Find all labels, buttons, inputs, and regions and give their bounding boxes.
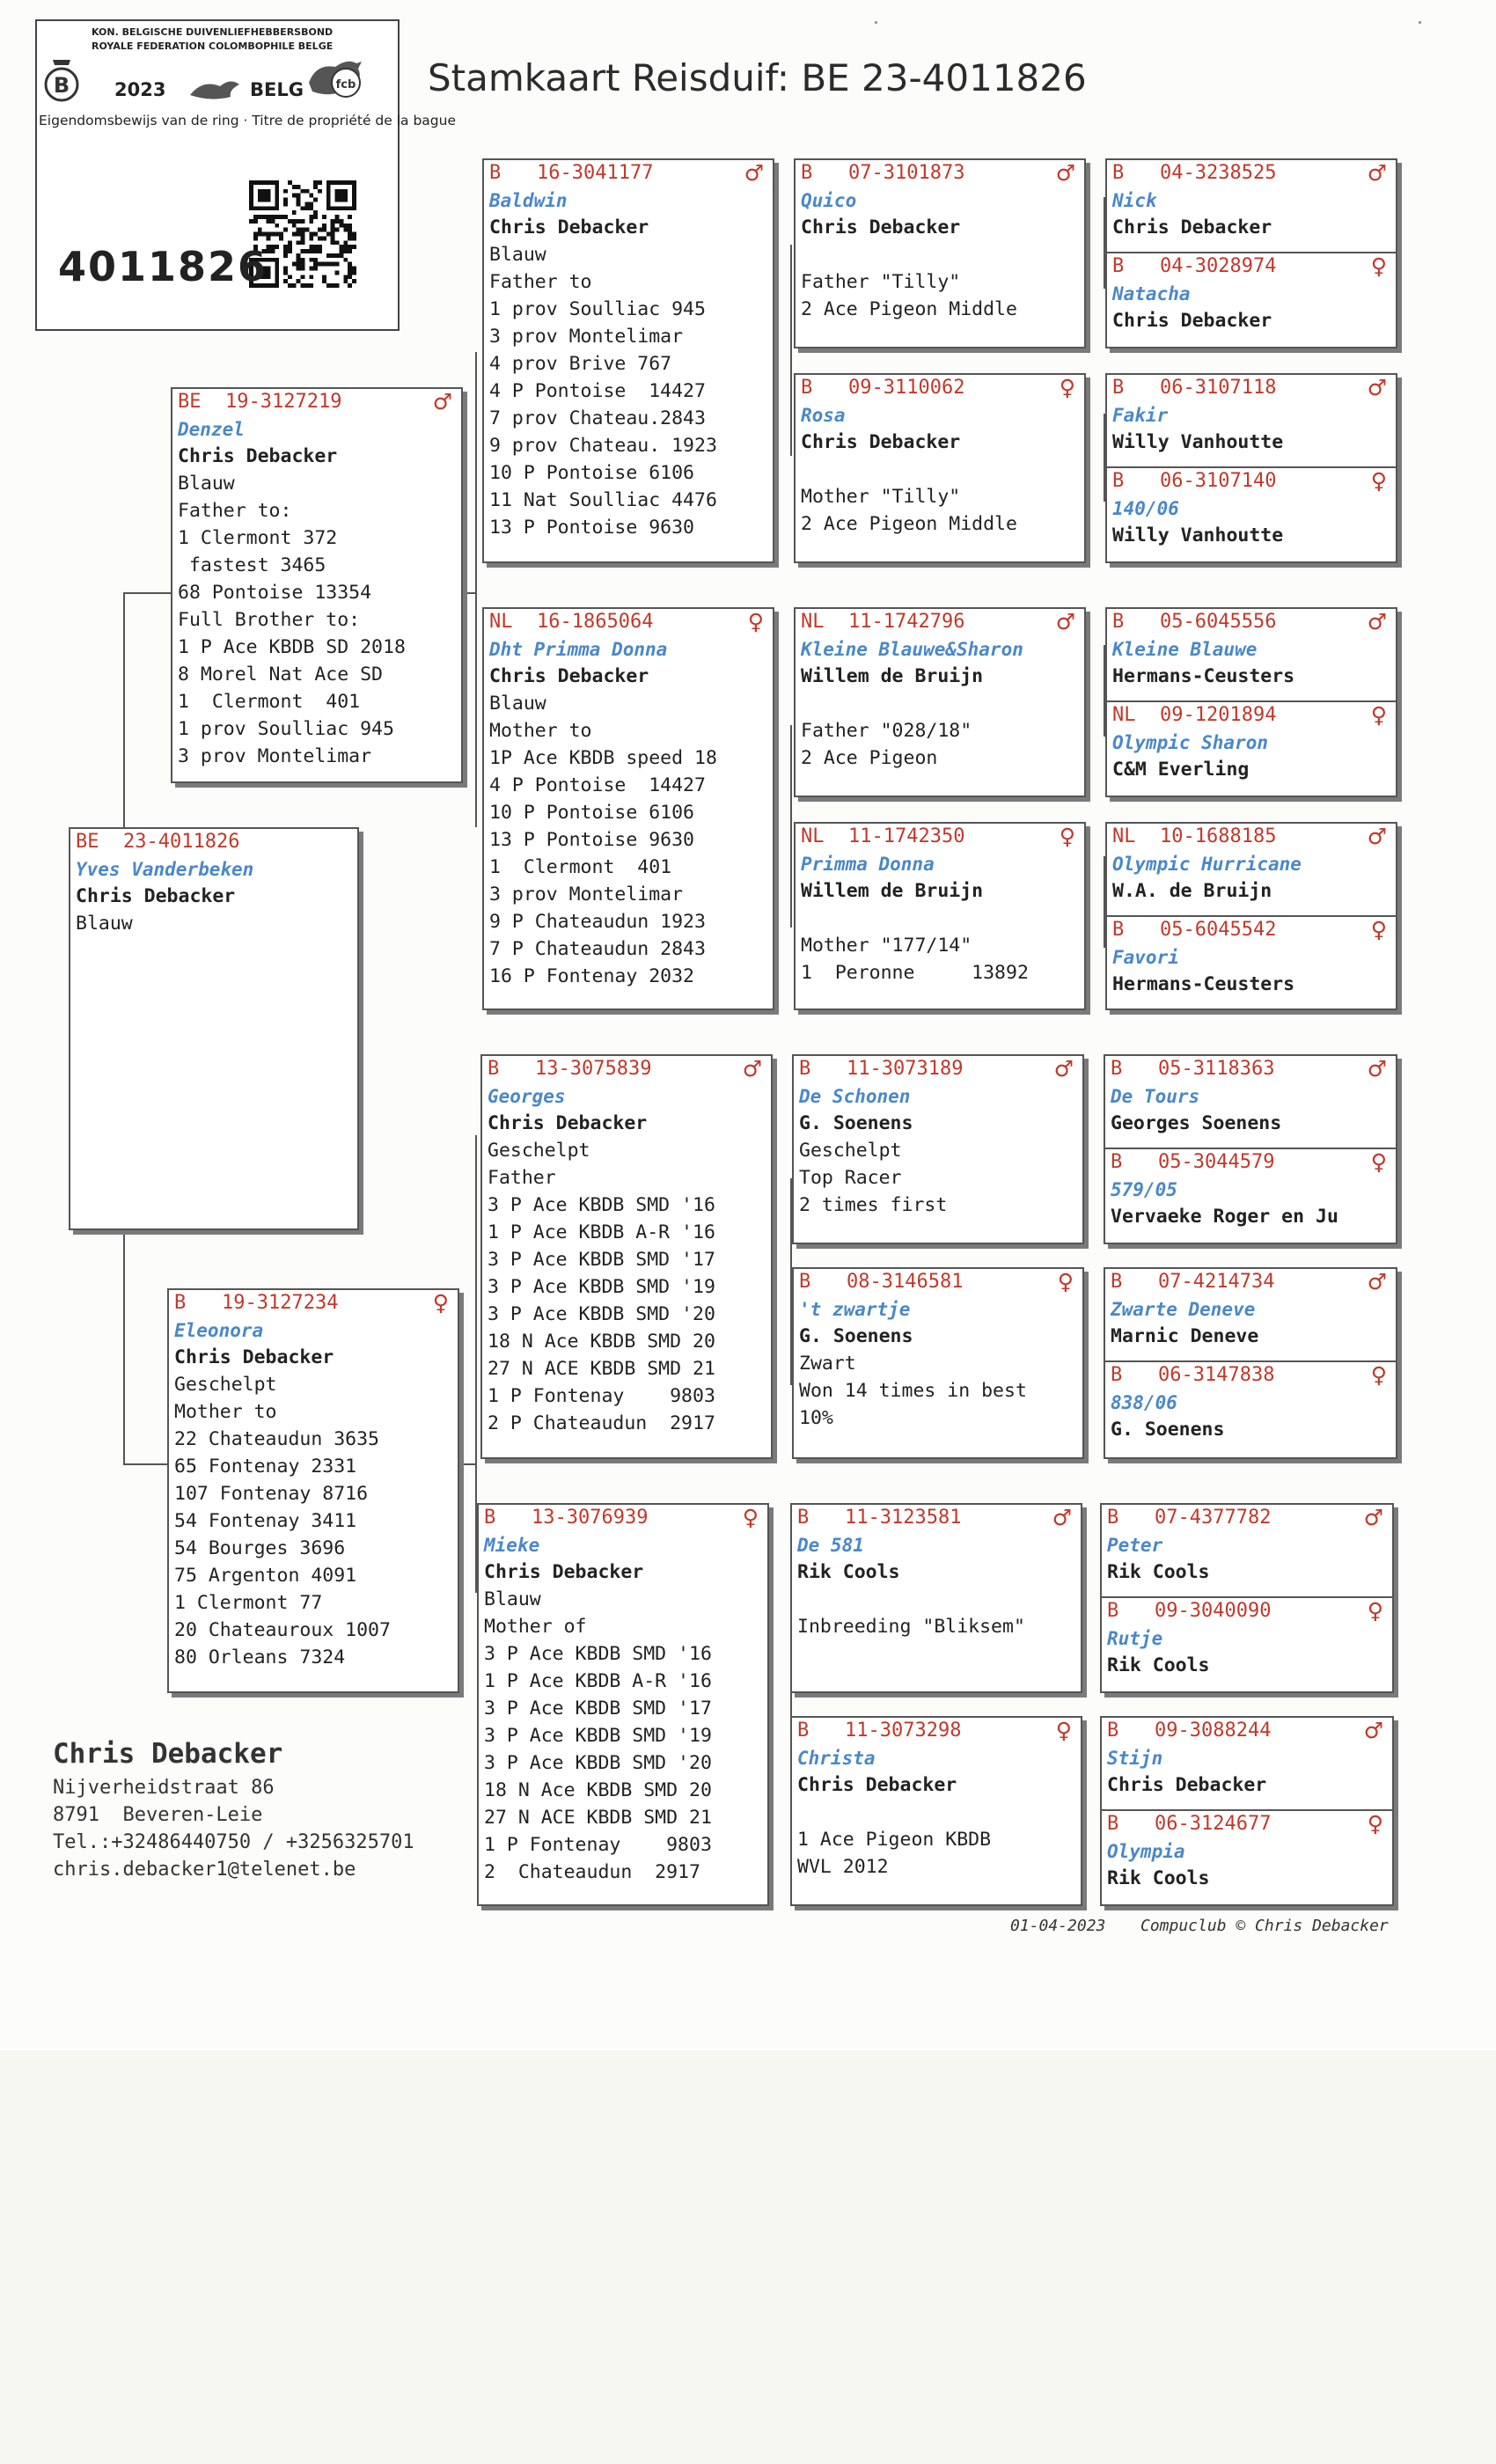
pedigree-line: Mother to <box>174 1401 277 1423</box>
pedigree-line: 54 Bourges 3696 <box>174 1537 346 1559</box>
breeder-name: Willy Vanhoutte <box>1112 431 1284 453</box>
dam-sire-card <box>480 1054 773 1459</box>
pedigree-line: Father "Tilly" <box>801 271 961 293</box>
breeder-name: G. Soenens <box>799 1325 913 1347</box>
ring-header: B 13-3075839 ♂ <box>488 1056 762 1082</box>
male-icon: ♂ <box>1053 1056 1074 1082</box>
pedigree-line: 4 P Pontoise 14427 <box>489 380 706 402</box>
breeder-name: Chris Debacker <box>797 1774 957 1796</box>
pedigree-line <box>796 690 1084 717</box>
breeder-name: Rik Cools <box>1107 1867 1210 1889</box>
pedigree-line: Geschelpt <box>488 1140 590 1162</box>
female-icon: ♀ <box>1370 1362 1387 1388</box>
pedigree-line: 3 P Ace KBDB SMD '17 <box>484 1698 712 1720</box>
pigeon-name: 838/06 <box>1111 1392 1177 1413</box>
breeder-name: Marnic Deneve <box>1111 1325 1259 1347</box>
pedigree-line: 22 Chateaudun 3635 <box>174 1428 379 1450</box>
svg-text:fcb: fcb <box>335 78 356 92</box>
ring-header: BE 23-4011826 <box>76 831 240 853</box>
female-icon: ♀ <box>1367 1811 1383 1837</box>
ring-header: B 06-3147838 ♀ <box>1111 1362 1387 1388</box>
ring-header: B 07-4214734 ♂ <box>1111 1269 1387 1294</box>
male-icon: ♂ <box>1367 609 1387 634</box>
g4-pair-card <box>1104 1054 1397 1244</box>
ring-header: B 09-3110062 ♀ <box>801 375 1075 400</box>
pedigree-line: 27 N ACE KBDB SMD 21 <box>484 1807 712 1829</box>
pedigree-line: 27 N ACE KBDB SMD 21 <box>488 1358 715 1380</box>
print-date: 01-04-2023 <box>1010 1917 1106 1935</box>
sire-dam-card <box>482 607 774 1010</box>
ring-header: B 04-3238525 ♂ <box>1112 160 1387 186</box>
breeder-name: C&M Everling <box>1112 759 1250 781</box>
ring-header: B 11-3073298 ♀ <box>797 1718 1072 1743</box>
pedigree-line: 13 P Pontoise 9630 <box>489 517 694 539</box>
pedigree-line: Father "028/18" <box>801 720 972 742</box>
pedigree-line <box>796 905 1084 932</box>
pedigree-line: 18 N Ace KBDB SMD 20 <box>488 1331 715 1353</box>
breeder-name: G. Soenens <box>799 1112 913 1134</box>
g4-sub-card <box>1107 466 1396 549</box>
pedigree-line: 4 prov Brive 767 <box>489 353 672 375</box>
pedigree-line: 9 P Chateaudun 1923 <box>489 911 706 933</box>
pedigree-line: 9 prov Chateau. 1923 <box>489 435 717 457</box>
female-icon: ♀ <box>1370 468 1387 494</box>
ring-header: B 05-6045542 ♀ <box>1112 917 1387 942</box>
breeder-name: Chris Debacker <box>1112 216 1272 238</box>
pedigree-line: 1 P Ace KBDB SD 2018 <box>178 636 406 658</box>
sd-dam-card <box>794 822 1086 1010</box>
owner-street: Nijverheidstraat 86 <box>53 1777 275 1799</box>
female-icon: ♀ <box>1370 917 1387 942</box>
ring-header: NL 16-1865064 ♀ <box>489 609 764 634</box>
pedigree-line: Blauw <box>484 1588 541 1610</box>
male-icon: ♂ <box>744 160 764 186</box>
ring-header: B 19-3127234 ♀ <box>174 1290 449 1316</box>
pigeon-name: Olympic Hurricane <box>1112 854 1302 875</box>
pedigree-line: 1 prov Soulliac 945 <box>489 298 706 320</box>
breeder-name: Rik Cools <box>1107 1654 1210 1676</box>
pigeon-color: Blauw <box>76 913 133 935</box>
dd-dam-card <box>790 1716 1082 1906</box>
pigeon-name: Georges <box>488 1086 566 1107</box>
dam-card <box>167 1288 459 1693</box>
pedigree-line: Geschelpt <box>174 1374 277 1396</box>
ring-header: B 09-3040090 ♀ <box>1107 1598 1383 1624</box>
pedigree-line: 7 P Chateaudun 2843 <box>489 938 706 960</box>
male-icon: ♂ <box>1367 375 1387 400</box>
male-icon: ♂ <box>1367 1269 1387 1294</box>
pigeon-name: Mieke <box>484 1535 540 1556</box>
breeder-name: W.A. de Bruijn <box>1112 880 1272 902</box>
pedigree-line: 54 Fontenay 3411 <box>174 1510 357 1532</box>
pedigree-line: Mother of <box>484 1616 587 1638</box>
male-icon: ♂ <box>742 1056 762 1082</box>
male-icon: ♂ <box>1052 1505 1072 1530</box>
pedigree-line: Full Brother to: <box>178 609 361 631</box>
ring-header: B 11-3073189 ♂ <box>799 1056 1074 1082</box>
pigeon-name: Primma Donna <box>801 854 935 875</box>
ring-header: B 06-3124677 ♀ <box>1107 1811 1383 1837</box>
ring-header: B 06-3107140 ♀ <box>1112 468 1387 494</box>
breeder-name: Chris Debacker <box>76 885 236 907</box>
ring-header: NL 11-1742350 ♀ <box>801 824 1075 849</box>
ring-certificate <box>35 19 456 331</box>
pedigree-line: 10% <box>799 1407 833 1429</box>
g4-sub-card <box>1107 700 1396 783</box>
pedigree-line: Blauw <box>178 473 235 495</box>
pedigree-line: 3 P Ace KBDB SMD '16 <box>488 1194 715 1216</box>
pigeon-name: Peter <box>1107 1535 1163 1556</box>
pedigree-line: Inbreeding "Bliksem" <box>797 1616 1025 1638</box>
ring-header: B 05-6045556 ♂ <box>1112 609 1387 634</box>
male-icon: ♂ <box>1055 160 1075 186</box>
male-icon: ♂ <box>1367 824 1387 849</box>
pedigree-line: 1 Clermont 401 <box>489 856 672 878</box>
breeder-name: Hermans-Ceusters <box>1112 973 1295 995</box>
pedigree-line: 1 P Ace KBDB A-R '16 <box>488 1221 715 1243</box>
pedigree-line: 80 Orleans 7324 <box>174 1646 346 1668</box>
pedigree-line: Mother "Tilly" <box>801 486 961 508</box>
pigeon-name: Favori <box>1112 947 1179 968</box>
breeder-name: Chris Debacker <box>488 1112 648 1134</box>
pigeon-name: Rosa <box>801 405 846 426</box>
pedigree-line: 3 P Ace KBDB SMD '19 <box>488 1276 715 1298</box>
pedigree-line: 2 P Chateaudun 2917 <box>488 1412 715 1434</box>
breeder-name: Georges Soenens <box>1111 1112 1282 1134</box>
pedigree-line: 10 P Pontoise 6106 <box>489 462 694 484</box>
pigeon-name: De Schonen <box>799 1086 911 1107</box>
crown-pigeon-icon <box>185 74 243 104</box>
pedigree-line: 2 Ace Pigeon Middle <box>801 298 1017 320</box>
pedigree-line: 1 Clermont 401 <box>178 691 361 713</box>
pigeon-name: 140/06 <box>1112 498 1179 519</box>
g4-pair-card <box>1104 1267 1397 1459</box>
dam-dam-card <box>477 1503 769 1906</box>
pedigree-line: 3 prov Montelimar <box>178 745 372 767</box>
pedigree-line: Father <box>488 1167 556 1189</box>
certificate-org-line1: KON. BELGISCHE DUIVENLIEFHEBBERSBOND <box>92 26 334 38</box>
pigeon-name: Quico <box>801 190 857 211</box>
breeder-name: Chris Debacker <box>178 445 338 467</box>
ss-sire-card <box>794 158 1086 348</box>
scan-speck <box>1419 21 1421 24</box>
male-icon: ♂ <box>1367 1056 1387 1082</box>
female-icon: ♀ <box>1370 702 1387 728</box>
ds-sire-card <box>792 1054 1084 1244</box>
breeder-name: Hermans-Ceusters <box>1112 665 1295 687</box>
pedigree-line: 3 prov Montelimar <box>489 884 684 906</box>
pigeon-name: De Tours <box>1111 1086 1200 1107</box>
pigeon-name: 579/05 <box>1111 1179 1177 1200</box>
breeder-name: Chris Debacker <box>801 431 961 453</box>
certificate-title: Eigendomsbewijs van de ring · Titre de propriété de la bague <box>39 113 456 128</box>
pigeon-name: Yves Vanderbeken <box>76 859 254 880</box>
pedigree-line: 18 N Ace KBDB SMD 20 <box>484 1779 712 1801</box>
pedigree-line: 3 P Ace KBDB SMD '16 <box>484 1643 712 1665</box>
g4-pair-card <box>1105 822 1397 1010</box>
pedigree-line: 1P Ace KBDB speed 18 <box>489 747 717 769</box>
certificate-org-line2: ROYALE FEDERATION COLOMBOPHILE BELGE <box>92 40 334 52</box>
male-icon: ♂ <box>1363 1718 1383 1743</box>
pedigree-line: 16 P Fontenay 2032 <box>489 965 694 987</box>
owner-city: 8791 Beveren-Leie <box>53 1804 263 1826</box>
scan-speck <box>875 21 877 24</box>
sire-card <box>171 387 463 783</box>
pedigree-line: 75 Argenton 4091 <box>174 1565 357 1587</box>
pedigree-line: 2 times first <box>799 1194 948 1216</box>
copyright: Compuclub © Chris Debacker <box>1140 1917 1389 1935</box>
pedigree-line: Top Racer <box>799 1167 902 1189</box>
pigeon-name: 't zwartje <box>799 1299 911 1320</box>
pedigree-line: Father to <box>489 271 592 293</box>
breeder-name: Chris Debacker <box>484 1561 644 1583</box>
pedigree-line: 2 Ace Pigeon Middle <box>801 513 1017 535</box>
ring-header: NL 10-1688185 ♂ <box>1112 824 1387 849</box>
ring-header: NL 09-1201894 ♀ <box>1112 702 1387 728</box>
male-icon: ♂ <box>1363 1505 1383 1530</box>
ss-dam-card <box>794 373 1086 563</box>
pigeon-name: Olympic Sharon <box>1112 732 1269 753</box>
certificate-ring-number: 4011826 <box>58 243 268 290</box>
sire-sire-card <box>482 158 774 563</box>
page-title: Stamkaart Reisduif: BE 23-4011826 <box>428 56 1087 99</box>
owner-phone: Tel.:+32486440750 / +3256325701 <box>53 1831 414 1853</box>
breeder-name: Willem de Bruijn <box>801 665 984 687</box>
owner-email: chris.debacker1@telenet.be <box>53 1859 356 1881</box>
pedigree-line: Mother "177/14" <box>801 935 972 957</box>
pigeon-name: Olympia <box>1107 1841 1185 1862</box>
pedigree-line: 1 P Ace KBDB A-R '16 <box>484 1670 712 1692</box>
male-icon: ♂ <box>1367 160 1387 186</box>
ring-header: B 16-3041177 ♂ <box>489 160 764 186</box>
pedigree-line: Geschelpt <box>799 1140 902 1162</box>
breeder-name: Willem de Bruijn <box>801 880 984 902</box>
breeder-name: Chris Debacker <box>174 1346 334 1368</box>
breeder-name: G. Soenens <box>1111 1419 1225 1441</box>
female-icon: ♀ <box>1055 1718 1072 1743</box>
pedigree-line: 8 Morel Nat Ace SD <box>178 664 383 686</box>
ring-header: NL 11-1742796 ♂ <box>801 609 1075 634</box>
pedigree-line: 2 Ace Pigeon <box>801 747 938 769</box>
pedigree-line: Zwart <box>799 1353 856 1375</box>
owner-name: Chris Debacker <box>53 1738 283 1770</box>
pedigree-line: Blauw <box>489 693 546 715</box>
g4-pair-card <box>1105 158 1397 348</box>
ring-header: B 11-3123581 ♂ <box>797 1505 1072 1530</box>
breeder-name: Chris Debacker <box>1112 310 1272 332</box>
blank-area <box>0 2050 1496 2464</box>
fcb-logo-icon <box>305 56 367 104</box>
kbdb-logo-icon <box>40 56 83 106</box>
breeder-name: Chris Debacker <box>801 216 961 238</box>
pigeon-name: Kleine Blauwe&Sharon <box>801 639 1023 660</box>
pedigree-line: 13 P Pontoise 9630 <box>489 829 694 851</box>
ring-header: B 09-3088244 ♂ <box>1107 1718 1383 1743</box>
pedigree-line: 3 P Ace KBDB SMD '19 <box>484 1725 712 1747</box>
female-icon: ♀ <box>1370 253 1387 279</box>
ring-header: B 06-3107118 ♂ <box>1112 375 1387 400</box>
pedigree-line: Mother to <box>489 720 592 742</box>
g4-sub-card <box>1107 915 1396 998</box>
pigeon-name: Denzel <box>178 419 245 440</box>
pedigree-line: 10 P Pontoise 6106 <box>489 802 694 824</box>
g4-sub-card <box>1102 1596 1392 1679</box>
pedigree-line: 1 P Fontenay 9803 <box>484 1834 712 1856</box>
pigeon-name: Rutje <box>1107 1628 1163 1649</box>
ring-header: B 05-3118363 ♂ <box>1111 1056 1387 1082</box>
ring-header: B 04-3028974 ♀ <box>1112 253 1387 279</box>
breeder-name: Vervaeke Roger en Ju <box>1111 1206 1338 1228</box>
ring-header: B 13-3076939 ♀ <box>484 1505 759 1530</box>
pigeon-name: Kleine Blauwe <box>1112 639 1258 660</box>
female-icon: ♀ <box>742 1505 759 1530</box>
pedigree-line: 20 Chateauroux 1007 <box>174 1619 391 1641</box>
pigeon-name: Christa <box>797 1748 876 1769</box>
sd-sire-card <box>794 607 1086 797</box>
ring-header: BE 19-3127219 ♂ <box>178 389 452 414</box>
ring-header: B 07-4377782 ♂ <box>1107 1505 1383 1530</box>
female-icon: ♀ <box>1367 1598 1383 1624</box>
g4-pair-card <box>1100 1716 1394 1906</box>
pedigree-line: fastest 3465 <box>178 554 326 576</box>
pigeon-name: Eleonora <box>174 1320 264 1341</box>
pigeon-name: Nick <box>1112 190 1157 211</box>
pedigree-line: Father to: <box>178 500 292 522</box>
svg-text:B: B <box>53 73 70 98</box>
pedigree-line: WVL 2012 <box>797 1856 889 1878</box>
breeder-name: Rik Cools <box>1107 1561 1210 1583</box>
dd-sire-card <box>790 1503 1082 1693</box>
pigeon-name: De 581 <box>797 1535 864 1556</box>
owner-address <box>53 1738 414 1886</box>
breeder-name: Willy Vanhoutte <box>1112 524 1284 546</box>
pedigree-line <box>792 1799 1081 1826</box>
ring-header: B 05-3044579 ♀ <box>1111 1149 1387 1175</box>
pigeon-name: Dht Primma Donna <box>489 639 668 660</box>
pigeon-name: Fakir <box>1112 405 1169 426</box>
g4-sub-card <box>1107 252 1396 334</box>
pedigree-line: 3 P Ace KBDB SMD '20 <box>488 1303 715 1325</box>
pedigree-line: 2 Chateaudun 2917 <box>484 1861 700 1883</box>
female-icon: ♀ <box>1059 824 1075 849</box>
female-icon: ♀ <box>1370 1149 1387 1175</box>
female-icon: ♀ <box>432 1290 449 1316</box>
pedigree-line: 3 P Ace KBDB SMD '17 <box>488 1249 715 1271</box>
breeder-name: Rik Cools <box>797 1561 900 1583</box>
certificate-year: 2023 <box>114 79 166 100</box>
breeder-name: Chris Debacker <box>1107 1774 1267 1796</box>
female-icon: ♀ <box>747 609 764 634</box>
pigeon-name: Zwarte Deneve <box>1111 1299 1256 1320</box>
breeder-name: Chris Debacker <box>489 216 649 238</box>
ring-header: B 08-3146581 ♀ <box>799 1269 1074 1294</box>
pigeon-name: Natacha <box>1112 283 1191 304</box>
pedigree-line <box>796 241 1084 268</box>
pedigree-line: 11 Nat Soulliac 4476 <box>489 489 717 511</box>
pedigree-line: 68 Pontoise 13354 <box>178 582 372 604</box>
g4-sub-card <box>1102 1809 1392 1892</box>
male-icon: ♂ <box>1055 609 1075 634</box>
pedigree-line: 1 prov Soulliac 945 <box>178 718 394 740</box>
pedigree-line: 3 P Ace KBDB SMD '20 <box>484 1752 712 1774</box>
pedigree-line: 4 P Pontoise 14427 <box>489 774 706 796</box>
pedigree-line: Won 14 times in best <box>799 1380 1027 1402</box>
pedigree-line: 1 Clermont 77 <box>174 1592 323 1614</box>
ds-dam-card <box>792 1267 1084 1459</box>
male-icon: ♂ <box>432 389 452 414</box>
pedigree-line: 3 prov Montelimar <box>489 326 684 348</box>
g4-pair-card <box>1105 607 1397 797</box>
pedigree-line <box>792 1586 1081 1613</box>
certificate-country: BELG <box>250 79 304 100</box>
pedigree-line: 1 Peronne 13892 <box>801 962 1029 984</box>
pedigree-line: 7 prov Chateau.2843 <box>489 407 706 429</box>
pedigree-line: 1 Ace Pigeon KBDB <box>797 1829 992 1851</box>
subject-pigeon-card <box>69 827 359 1230</box>
pedigree-line: 107 Fontenay 8716 <box>174 1483 369 1505</box>
pedigree-line: Blauw <box>489 244 546 266</box>
ring-header: B 07-3101873 ♂ <box>801 160 1075 186</box>
pigeon-name: Baldwin <box>489 190 568 211</box>
female-icon: ♀ <box>1059 375 1075 400</box>
pedigree-line <box>796 456 1084 483</box>
g4-pair-card <box>1105 373 1397 563</box>
pigeon-name: Stijn <box>1107 1748 1163 1769</box>
pedigree-line: 1 P Fontenay 9803 <box>488 1385 715 1407</box>
breeder-name: Chris Debacker <box>489 665 649 687</box>
g4-sub-card <box>1105 1360 1396 1443</box>
g4-pair-card <box>1100 1503 1394 1693</box>
g4-sub-card <box>1105 1148 1396 1230</box>
female-icon: ♀ <box>1057 1269 1074 1294</box>
pedigree-line: 1 Clermont 372 <box>178 527 338 549</box>
pedigree-line: 65 Fontenay 2331 <box>174 1456 357 1478</box>
